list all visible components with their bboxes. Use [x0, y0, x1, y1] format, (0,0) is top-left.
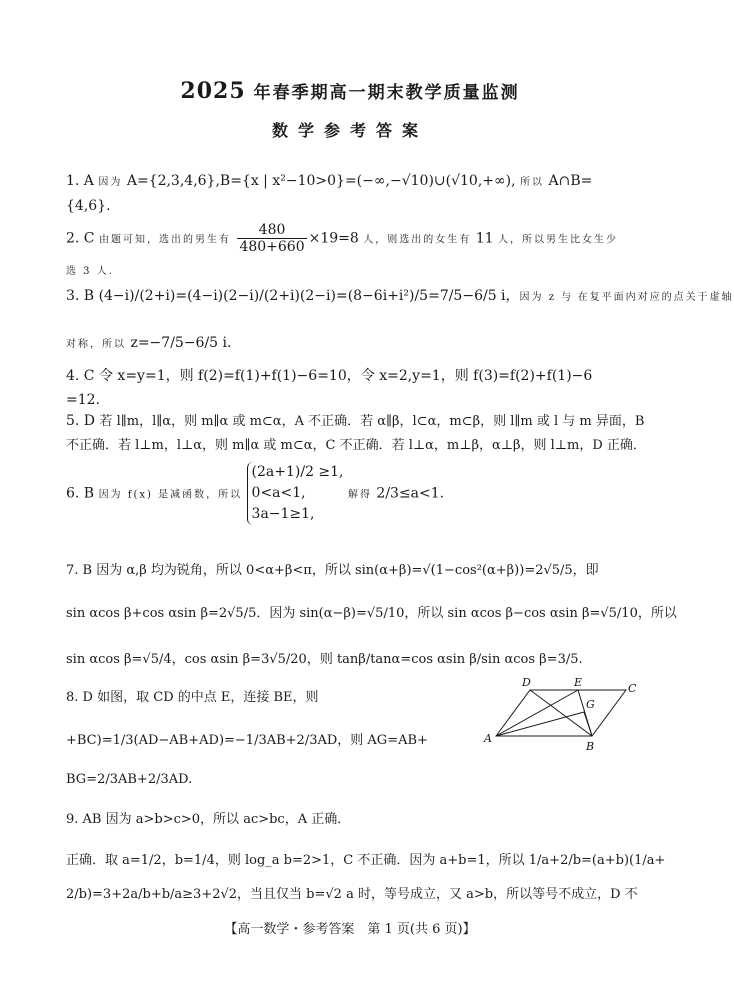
q7-line2: sin αcos β+cos αsin β=2√5/5．因为 sin(α−β)=√5/10，所以 sin αcos β−cos αsin β=√5/10，所以	[66, 606, 677, 621]
q3-line1: 3. B (4−i)/(2+i)=(4−i)(2−i)/(2+i)(2−i)=(8−6i+i²)/5=7/5−6/5 i，因为 z 与 在复平面内对应的点关于虚轴	[66, 288, 734, 304]
line-db	[530, 690, 592, 736]
q1-line1: 1. A 因为 A={2,3,4,6},B={x | x²−10>0}=(−∞,−√10)∪(√10,+∞), 所以 A∩B=	[66, 173, 593, 189]
q2-line1: 2. C 由题可知，选出的男生有 $\frac{480}{480+660}$ ×19=8 人，则选出的女生有 11 人，所以男生比女生少	[66, 222, 618, 256]
q8-line1: 8. D 如图，取 CD 的中点 E，连接 BE，则	[66, 690, 319, 705]
q5-line1: 5. D 若 l∥m，l∥α，则 m∥α 或 m⊂α，A 不正确．若 α∥β，l⊂α，m⊂β，则 l∥m 或 l 与 m 异面，B	[66, 413, 645, 429]
label-c: C	[628, 682, 637, 695]
q6-line: 6. B 因为 f(x) 是减函数，所以 (2a+1)/2 ≥1, 0<a<1, 3a−1≥1, 解得 2/3≤a<1.	[66, 462, 444, 525]
q9-line1: 9. AB 因为 a>b>c>0，所以 ac>bc，A 正确．	[66, 812, 351, 827]
label-d: D	[522, 676, 531, 689]
line-bg	[584, 712, 592, 736]
line-ag	[496, 712, 584, 736]
label-a: A	[484, 732, 492, 745]
line-ae	[496, 690, 578, 736]
q4-line2: =12.	[66, 392, 100, 408]
q2-line2: 选 3 人.	[66, 266, 114, 277]
q8-line3: BG=2/3AB+2/3AD.	[66, 772, 193, 787]
q9-line2: 正确．取 a=1/2，b=1/4，则 log_a b=2>1，C 不正确．因为 a+b=1，所以 1/a+2/b=(a+b)(1/a+	[66, 853, 666, 868]
q1-line2: {4,6}.	[66, 198, 111, 214]
page-subtitle: 数学参考答案	[271, 121, 428, 140]
q9-line3: 2/b)=3+2a/b+b/a≥3+2√2，当且仅当 b=√2 a 时，等号成立，又 a>b，所以等号不成立，D 不	[66, 887, 638, 902]
label-b: B	[586, 740, 595, 753]
q3-line2: 对称，所以 z=−7/5−6/5 i.	[66, 335, 232, 351]
parallelogram-figure	[482, 676, 642, 756]
q4-line1: 4. C 令 x=y=1，则 f(2)=f(1)+f(1)−6=10，令 x=2,y=1，则 f(3)=f(2)+f(1)−6	[66, 368, 593, 384]
page-footer: 【高一数学・参考答案 第 1 页(共 6 页)】	[224, 922, 476, 937]
label-g: G	[586, 698, 595, 711]
q8-line2: +BC)=1/3(AD−AB+AD)=−1/3AB+2/3AD，则 AG=AB+	[66, 733, 428, 748]
q7-line1: 7. B 因为 α,β 均为锐角，所以 0<α+β<π，所以 sin(α+β)=√(1−cos²(α+β))=2√5/5，即	[66, 563, 599, 578]
page-title: 2025 年春季期高一期末教学质量监测	[180, 78, 520, 104]
label-e: E	[574, 676, 583, 689]
q6-system: (2a+1)/2 ≥1, 0<a<1, 3a−1≥1,	[247, 462, 344, 525]
q5-line2: 不正确．若 l⊥m，l⊥α，则 m∥α 或 m⊂α，C 不正确．若 l⊥α，m⊥β，α⊥β，则 l⊥m，D 正确．	[66, 438, 646, 453]
q7-line3: sin αcos β=√5/4，cos αsin β=3√5/20，则 tanβ/tanα=cos αsin β/sin αcos β=3/5.	[66, 652, 583, 667]
